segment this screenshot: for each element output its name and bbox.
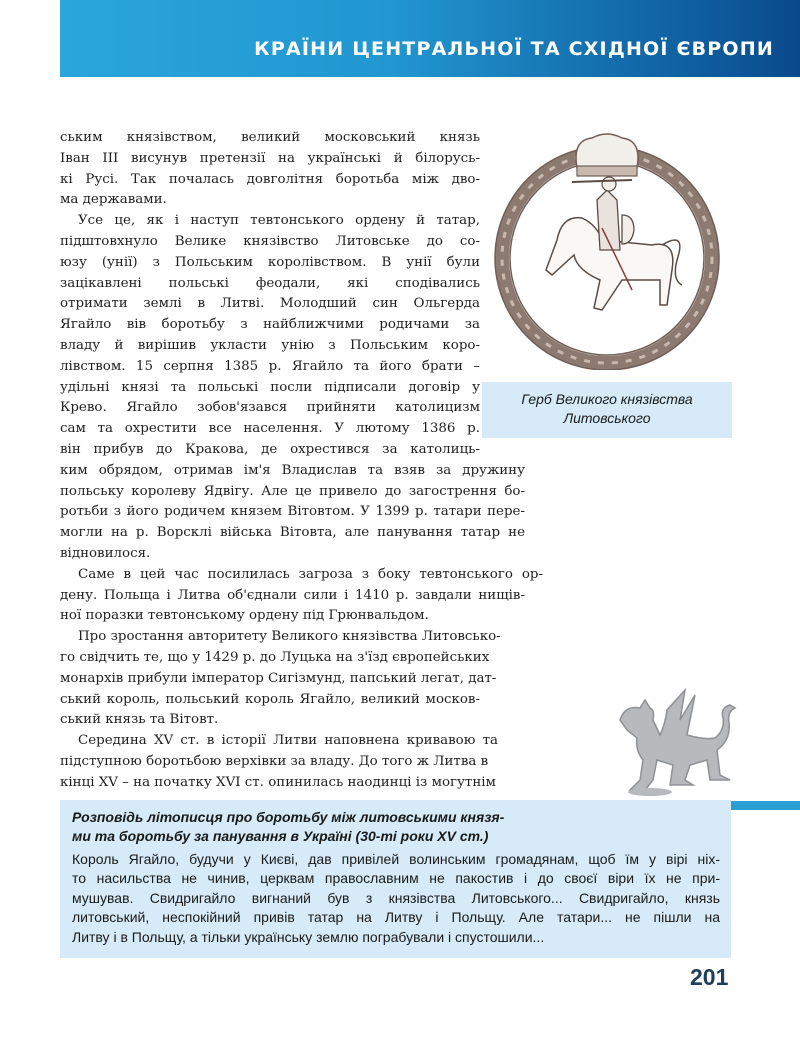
text-line: відновилося. xyxy=(60,545,151,561)
caption-line-2: Литовського xyxy=(563,410,651,426)
text-line: литовський, неспокійний привів татар на Литву і Польщу. Але татари... не пішли на xyxy=(72,909,720,926)
text-line: лівством. 15 серпня 1385 р. Ягайло та його брати – xyxy=(60,358,480,374)
excerpt-title xyxy=(72,808,672,846)
excerpt-title-line-1: Розповідь літописця про боротьбу між литовськими князя- xyxy=(72,809,505,825)
text-line: ким обрядом, отримав ім'я Владислав та взяв за дружину xyxy=(60,462,525,478)
text-line: Крево. Ягайло зобов'язався прийняти католицизм xyxy=(60,400,480,416)
text-column-medium xyxy=(60,627,501,793)
text-line: сам та охрестити все населення. У лютому 1386 р. xyxy=(60,421,480,437)
text-line: підступною боротьбою верхівки за владу. До того ж Литва в xyxy=(60,753,489,769)
text-line: Саме в цей час посилилась загроза з боку тевтонського ор- xyxy=(78,566,543,582)
excerpt-body xyxy=(72,850,720,947)
text-line: владу й вирішив укласти унію з Польським коро- xyxy=(60,337,480,353)
text-line: зацікавлені польські феодали, які сподівались xyxy=(60,275,480,291)
figure-caption xyxy=(482,382,732,438)
text-line: Про зростання авторитету Великого князівства Литовсько- xyxy=(78,629,501,645)
text-line: го свідчить те, що у 1429 р. до Луцька на з'їзд європейських xyxy=(60,649,490,665)
text-line: підштовхнуло Велике князівство Литовське до со- xyxy=(60,233,480,249)
page-number: 201 xyxy=(690,964,729,990)
text-line: мушував. Свидригайло вигнаний був з князівства Литовського... Свидригайло, князь xyxy=(72,889,720,906)
text-line: Литву і в Польщу, а тільки українську землю пограбували і спустошили... xyxy=(72,928,545,945)
main-text xyxy=(60,128,543,794)
text-line: Ягайло вів боротьбу з найближчими родичами за xyxy=(60,317,480,333)
text-line: дену. Польща і Литва об'єднали сили і 1410 р. завдали нищів- xyxy=(60,587,525,603)
text-line: то насильства не чинив, церквам православним не пакостив і до своєї віри їх не при- xyxy=(72,870,720,887)
text-column-wide xyxy=(60,461,543,627)
text-line: кі Русі. Так почалась довголітня боротьба між дво- xyxy=(60,171,480,187)
chapter-title: КРАЇНИ ЦЕНТРАЛЬНОЇ ТА СХІДНОЇ ЄВРОПИ xyxy=(254,38,774,60)
excerpt-title-line-2: ми та боротьбу за панування в Україні (30-ті роки XV ст.) xyxy=(72,828,489,844)
text-line: монархів прибули імператор Сигізмунд, папський легат, дат- xyxy=(60,670,497,686)
text-line: ським князівством, великий московський князь xyxy=(60,130,480,145)
text-line: ротьби з його родичем князем Вітовтом. У 1399 р. татари пере- xyxy=(60,504,525,520)
text-line: отримати землі в Литві. Молодший син Ольгерда xyxy=(60,296,480,312)
chronicle-excerpt-box xyxy=(60,800,731,958)
caption-line-1: Герб Великого князівства xyxy=(521,391,693,407)
chapter-header-banner xyxy=(60,0,800,77)
text-column-narrow xyxy=(60,128,480,461)
text-line: Середина XV ст. в історії Литви наповнена кривавою та xyxy=(78,733,498,749)
text-line: польську королеву Ядвігу. Але це привело до загострення бо- xyxy=(60,483,525,499)
coat-of-arms-icon xyxy=(482,120,732,370)
text-line: кінці XV – на початку XVI ст. опинилась наодинці із могутнім xyxy=(60,774,496,790)
text-line: юзу (унії) з Польським королівством. В унії були xyxy=(60,254,480,270)
text-line: ма державами. xyxy=(60,192,167,208)
text-line: Король Ягайло, будучи у Києві, дав привілей волинським громадянам, щоб їм у вірі ніх- xyxy=(72,851,720,867)
griffin-icon xyxy=(605,680,745,800)
text-line: Усе це, як і наступ тевтонського ордену й татар, xyxy=(78,213,480,229)
text-line: ський князь та Вітовт. xyxy=(60,712,219,728)
text-line: удільні князі та польські посли підписали договір у xyxy=(60,379,480,395)
text-line: ський король, польський король Ягайло, великий москов- xyxy=(60,691,480,707)
text-line: Іван III висунув претензії на українські й білорусь- xyxy=(60,150,480,166)
text-line: могли на р. Ворсклі війська Вітовта, але панування татар не xyxy=(60,525,525,541)
text-line: ної поразки тевтонському ордену під Грюнвальдом. xyxy=(60,608,429,624)
text-line: він прибув до Кракова, де охрестився за католиць- xyxy=(60,441,480,457)
